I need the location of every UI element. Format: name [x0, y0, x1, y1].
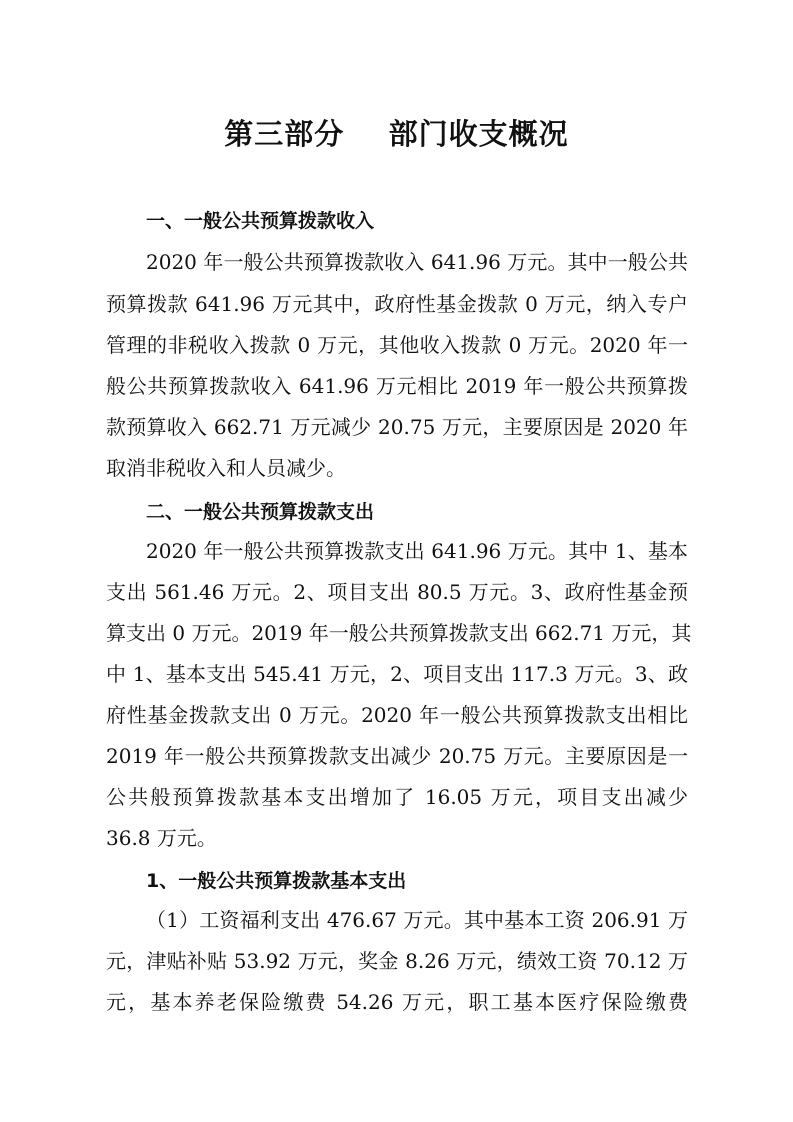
subsection-heading-basic-expenditure: 1、一般公共预算拨款基本支出 [146, 870, 407, 892]
section-heading-expenditure: 二、一般公共预算拨款支出 [146, 501, 375, 523]
paragraph-line: 算支出 0 万元。2019 年一般公共预算拨款支出 662.71 万元，其 [106, 621, 692, 645]
paragraph-line: 管理的非税收入拨款 0 万元，其他收入拨款 0 万元。2020 年一 [106, 333, 688, 357]
paragraph-line: （1）工资福利支出 476.67 万元。其中基本工资 206.91 万 [146, 908, 688, 932]
paragraph-line: 中 1、基本支出 545.41 万元，2、项目支出 117.3 万元。3、政 [106, 662, 688, 686]
paragraph-line: 公共般预算拨款基本支出增加了 16.05 万元，项目支出减少 [106, 785, 688, 809]
paragraph-line: 取消非税收入和人员减少。 [106, 456, 346, 480]
paragraph-line: 2019 年一般公共预算拨款支出减少 20.75 万元。主要原因是一 [106, 744, 688, 768]
paragraph-line: 2020 年一般公共预算拨款支出 641.96 万元。其中 1、基本 [146, 539, 688, 563]
paragraph-line: 元，基本养老保险缴费 54.26 万元，职工基本医疗保险缴费 [106, 990, 688, 1014]
paragraph-line: 36.8 万元。 [106, 826, 217, 850]
paragraph-line: 2020 年一般公共预算拨款收入 641.96 万元。其中一般公共 [146, 250, 688, 274]
paragraph-line: 预算拨款 641.96 万元其中，政府性基金拨款 0 万元，纳入专户 [106, 292, 688, 316]
paragraph-line: 般公共预算拨款收入 641.96 万元相比 2019 年一般公共预算拨 [106, 374, 688, 398]
paragraph-line: 府性基金拨款支出 0 万元。2020 年一般公共预算拨款支出相比 [106, 703, 688, 727]
paragraph-line: 款预算收入 662.71 万元减少 20.75 万元，主要原因是 2020 年 [106, 415, 688, 439]
section-heading-income: 一、一般公共预算拨款收入 [146, 210, 375, 232]
paragraph-line: 元，津贴补贴 53.92 万元，奖金 8.26 万元，绩效工资 70.12 万 [106, 949, 688, 973]
page-title: 第三部分 部门收支概况 [224, 117, 569, 151]
paragraph-line: 支出 561.46 万元。2、项目支出 80.5 万元。3、政府性基金预 [106, 580, 688, 604]
